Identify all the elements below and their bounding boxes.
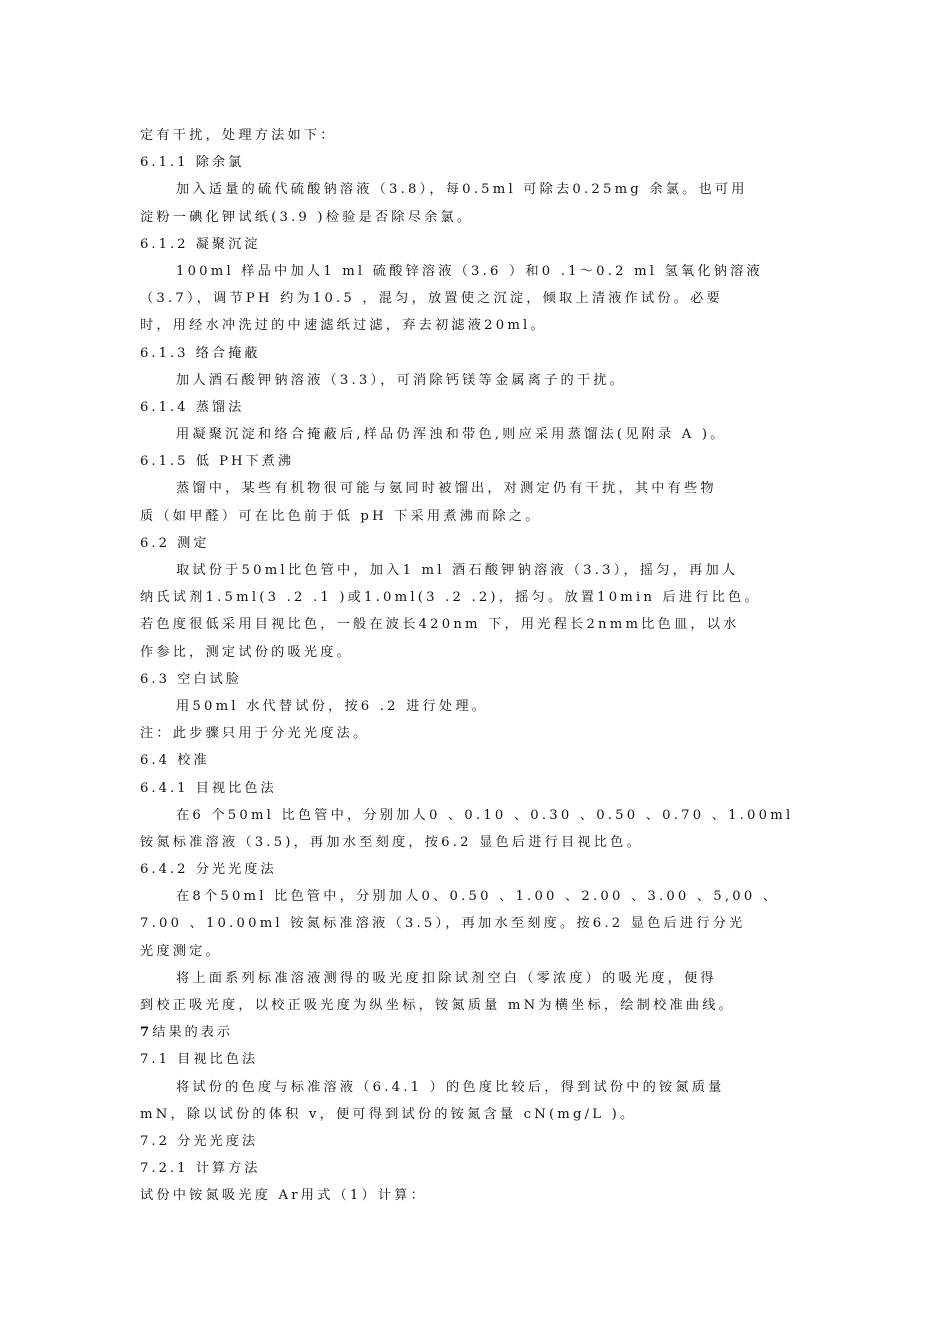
paragraph-line: 加人酒石酸钾钠溶液（3.3），可消除钙镁等金属离子的干扰。 xyxy=(176,372,627,388)
section-heading: 6.4 校准 xyxy=(140,753,210,769)
note-line: 注：此步骤只用于分光光度法。 xyxy=(140,726,370,742)
section-heading: 7.2 分光光度法 xyxy=(140,1133,259,1149)
text-line: 若色度很低采用目视比色，一般在波长420nm 下，用光程长2nmm比色皿，以水 xyxy=(140,617,740,633)
text-line: 纳氏试剂1.5ml(3 .2 .1 )或1.0ml(3 .2 .2)，摇匀。放置10min 后进行比色。 xyxy=(140,590,761,606)
chapter-title: 结果的表示 xyxy=(152,1025,234,1041)
section-heading: 6.1.3 络合掩蔽 xyxy=(140,345,261,361)
text-line: 时，用经水冲洗过的中速滤纸过滤，弃去初滤液20ml。 xyxy=(140,318,547,334)
section-heading: 6.1.2 凝聚沉淀 xyxy=(140,236,261,252)
text-line: （3.7），调节PH 约为10.5 ，混匀，放置使之沉淀，倾取上清液作试份。必要 xyxy=(140,291,723,307)
text-line: 7.00 、10.00ml 铵氮标准溶液（3.5），再加水至刻度。按6.2 显色后进行分光 xyxy=(140,916,746,932)
text-line: 淀粉一碘化钾试纸(3.9 )检验是否除尽余氯。 xyxy=(140,209,474,225)
text-line: 试份中铵氮吸光度 Ar用式（1）计算： xyxy=(140,1188,428,1204)
text-line: 质（如甲醛）可在比色前于低 pH 下采用煮沸而除之。 xyxy=(140,508,542,524)
text-line: 作参比，测定试份的吸光度。 xyxy=(140,644,354,660)
text-line: 光度测定。 xyxy=(140,943,222,959)
section-heading: 6.2 测定 xyxy=(140,535,210,551)
paragraph-line: 将试份的色度与标准溶液（6.4.1 ）的色度比较后，得到试份中的铵氮质量 xyxy=(176,1079,725,1095)
paragraph-line: 在8个50ml 比色管中，分别加人0、0.50 、1.00 、2.00 、3.00 、5,00 、 xyxy=(176,889,780,905)
chapter-heading xyxy=(140,1019,812,1046)
paragraph-line: 蒸馏中，某些有机物很可能与氨同时被馏出，对测定仍有干扰，其中有些物 xyxy=(176,481,717,497)
paragraph-line: 取试份于50ml比色管中，加入1 ml 酒石酸钾钠溶液（3.3），摇匀，再加人 xyxy=(176,563,739,578)
text-line: 铵氮标准溶液（3.5)，再加水至刻度，按6.2 显色后进行目视比色。 xyxy=(140,834,643,850)
paragraph-line: 加入适量的硫代硫酸钠溶液（3.8），每0.5ml 可除去0.25mg 余氯。也可用 xyxy=(176,182,748,198)
section-heading: 6.4.2 分光光度法 xyxy=(140,862,277,878)
text-line: 到校正吸光度，以校正吸光度为纵坐标，铵氮质量 mN为横坐标，绘制校准曲线。 xyxy=(140,998,736,1013)
section-heading: 6.1.5 低 PH下煮沸 xyxy=(140,454,295,470)
section-heading: 7.2.1 计算方法 xyxy=(140,1161,261,1177)
paragraph-line: 用凝聚沉淀和络合掩蔽后,样品仍浑浊和带色,则应采用蒸馏法(见附录 A )。 xyxy=(176,427,727,443)
section-heading: 6.1.4 蒸馏法 xyxy=(140,399,245,415)
document-body xyxy=(140,122,812,1210)
section-heading: 7.1 目视比色法 xyxy=(140,1052,259,1068)
text-line: 定有干扰，处理方法如下： xyxy=(140,128,337,143)
paragraph-line: 100ml 样品中加人1 ml 硫酸锌溶液（3.6 ）和0 .1～0.2 ml 氢氧化钠溶液 xyxy=(176,263,763,279)
section-heading: 6.1.1 除余氯 xyxy=(140,155,245,171)
chapter-number: 7 xyxy=(140,1025,153,1041)
paragraph-line: 将上面系列标准溶液测得的吸光度扣除试剂空白（零浓度）的吸光度，便得 xyxy=(176,970,717,986)
text-line: mN，除以试份的体积 v，便可得到试份的铵氮含量 cN(mg/L )。 xyxy=(140,1106,637,1122)
section-heading: 6.3 空白试脸 xyxy=(140,671,242,687)
paragraph-line: 用50ml 水代替试份，按6 .2 进行处理。 xyxy=(176,698,489,714)
section-heading: 6.4.1 目视比色法 xyxy=(140,780,277,796)
paragraph-line: 在6 个50ml 比色管中，分别加人0 、0.10 、0.30 、0.50 、0.70 、1.00ml xyxy=(176,807,794,823)
